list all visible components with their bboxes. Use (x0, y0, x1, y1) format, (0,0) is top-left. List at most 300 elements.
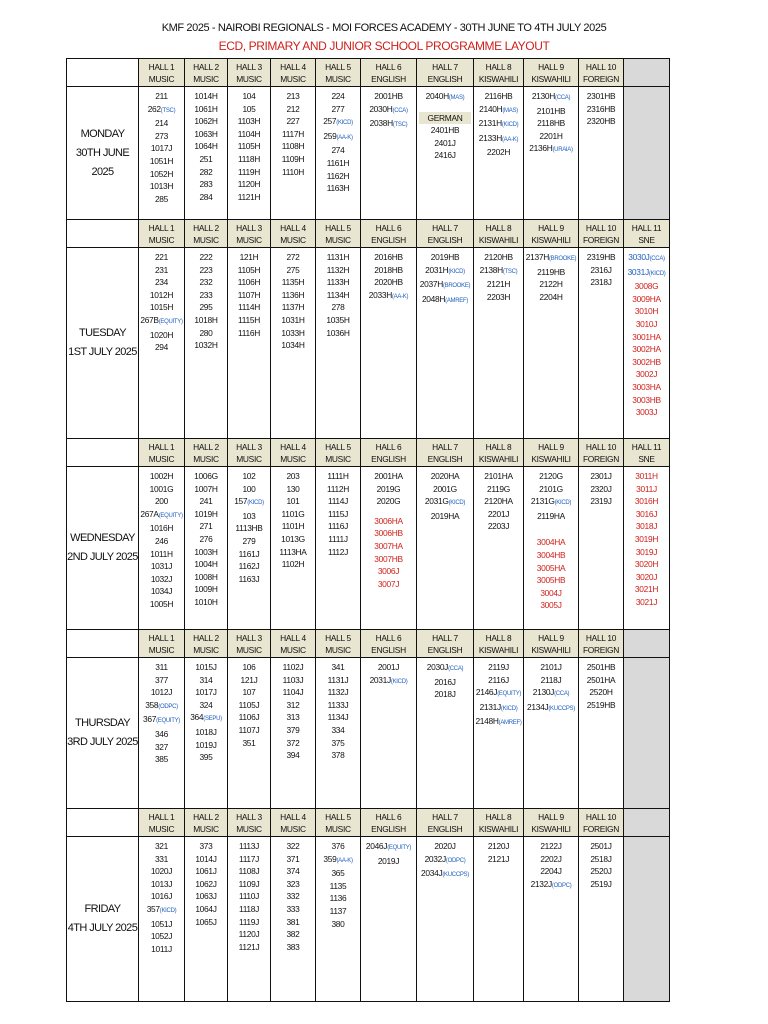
entry-code: 105 (242, 103, 256, 114)
entry-code: 2001G (433, 483, 457, 494)
programme-entry (624, 483, 669, 496)
programme-body (67, 59, 670, 1002)
entry-code: 1064H (194, 141, 218, 152)
entry-list (579, 467, 623, 508)
hall-schedule-cell (185, 837, 228, 1002)
programme-entry (624, 266, 669, 281)
entry-code: 3003J (635, 407, 658, 418)
programme-entry (524, 599, 578, 612)
hall-subject: SNE (638, 234, 655, 245)
programme-entry (624, 596, 669, 609)
entry-code: 1064J (195, 903, 217, 914)
programme-entry (474, 251, 523, 264)
day-label (67, 87, 139, 220)
entry-code: 371 (286, 853, 300, 864)
entry-code: 1132H (326, 264, 350, 275)
spacer (361, 508, 416, 515)
sponsor-tag: (KICD) (336, 120, 353, 127)
entry-code: 2201H (539, 130, 563, 141)
hall-schedule-cell (579, 248, 624, 439)
sponsor-tag: (EQUITY) (158, 512, 183, 519)
entry-code: 1018J (195, 726, 217, 737)
entry-code: 1163J (238, 573, 260, 584)
programme-entry (228, 140, 270, 153)
entry-list (139, 837, 184, 955)
programme-entry (316, 470, 360, 483)
entry-code: 1115J (327, 508, 349, 519)
hall-number: HALL 10 (585, 61, 617, 72)
entry-code: 1135 (329, 880, 347, 891)
entry-code: 1106H (237, 277, 261, 288)
entry-code: 2518J (590, 853, 612, 864)
programme-entry (579, 264, 623, 277)
hall-number: HALL 5 (325, 441, 351, 452)
hall-schedule-cell (417, 248, 474, 439)
hall-subject: KISWAHILI (531, 644, 571, 655)
programme-entry (624, 571, 669, 584)
programme-entry (316, 264, 360, 277)
entry-code: 2116HB (484, 91, 513, 101)
programme-table (66, 58, 670, 1002)
entry-code: 2019G (376, 483, 401, 494)
entry-code: 1103H (237, 116, 261, 127)
programme-entry (228, 301, 270, 314)
hall-header (316, 630, 361, 658)
entry-code: 2020J (434, 841, 456, 851)
hall-number: HALL 10 (585, 811, 617, 822)
entry-code: 2048H (421, 293, 446, 304)
entry-code: 1016H (149, 523, 174, 534)
hall-schedule-cell (228, 467, 271, 630)
sponsor-tag: (URAIA) (552, 147, 573, 154)
programme-entry (228, 686, 270, 699)
programme-entry (417, 688, 473, 701)
entry-code: 2032J (424, 853, 446, 864)
hall-header (524, 439, 579, 467)
entry-code: 273 (154, 130, 169, 141)
programme-entry (417, 124, 473, 137)
programme-entry (417, 495, 473, 510)
entry-list (271, 658, 315, 762)
programme-entry (524, 865, 578, 878)
entry-code: 1135H (281, 277, 305, 288)
hall-schedule-cell (271, 248, 316, 439)
programme-entry (579, 840, 623, 853)
programme-entry (271, 520, 315, 533)
entry-list (139, 248, 184, 354)
hall-number: HALL 2 (193, 441, 219, 452)
hall-schedule-cell (417, 837, 474, 1002)
entry-code: 2501HB (586, 662, 616, 672)
programme-entry (139, 314, 184, 329)
hall-number: HALL 7 (432, 441, 458, 452)
hall-schedule-cell (474, 658, 524, 809)
entry-code: 278 (331, 302, 345, 313)
entry-code: 1120J (238, 929, 260, 940)
entry-code: 3006HA (374, 515, 403, 526)
programme-entry (185, 865, 227, 878)
entry-code: 102 (242, 471, 256, 481)
entry-list (417, 248, 473, 307)
programme-entry (624, 356, 669, 369)
sponsor-tag: (CCA) (392, 107, 408, 114)
hall-schedule-cell (624, 248, 670, 439)
programme-entry (524, 878, 578, 893)
entry-code: 2046J (365, 841, 388, 851)
entry-code: 1002H (149, 471, 174, 481)
entry-code: 2501J (590, 841, 612, 851)
day-label-line: 2ND JULY 2025 (67, 551, 138, 563)
programme-entry (316, 724, 360, 737)
hall-subject: ENGLISH (427, 234, 463, 245)
sponsor-tag: (SEPU) (203, 716, 222, 723)
entry-code: 3007HA (374, 540, 403, 551)
programme-entry (417, 853, 473, 868)
sponsor-tag: (CCA) (555, 95, 571, 101)
programme-entry (579, 661, 623, 674)
programme-entry (228, 327, 270, 340)
hall-number: HALL 8 (485, 222, 512, 233)
entry-list (474, 658, 523, 730)
entry-code: 1005H (149, 598, 174, 609)
entry-list (361, 837, 416, 867)
hall-schedule-cell (139, 467, 185, 630)
programme-entry (361, 553, 416, 566)
hall-subject: KISWAHILI (478, 234, 519, 245)
day-row (67, 248, 670, 439)
entry-list (316, 248, 360, 339)
programme-entry (316, 314, 360, 327)
programme-entry (524, 117, 578, 130)
programme-entry (316, 749, 360, 762)
hall-header (624, 439, 670, 467)
programme-entry (417, 470, 473, 483)
unused-hall-header (624, 809, 670, 837)
entry-list (228, 248, 270, 339)
programme-entry (474, 495, 523, 508)
entry-code: 376 (331, 841, 345, 851)
entry-code: 1034H (281, 340, 305, 351)
hall-number: HALL 8 (485, 61, 512, 72)
programme-entry (228, 661, 270, 674)
entry-code: 1116H (238, 327, 260, 338)
entry-code: 334 (331, 724, 345, 735)
hall-schedule-cell (361, 87, 417, 220)
entry-code: 1020J (150, 866, 173, 877)
entry-code: 2133H (478, 132, 502, 143)
programme-entry (228, 535, 270, 548)
entry-code: 1063J (195, 891, 217, 902)
sponsor-tag: (ODPC) (551, 882, 572, 889)
entry-code: 1008H (194, 571, 218, 582)
entry-code: 341 (331, 662, 345, 672)
programme-entry (271, 724, 315, 737)
entry-code: 3020H (634, 559, 659, 570)
sponsor-tag: (KICD) (448, 268, 465, 275)
entry-code: 346 (154, 728, 169, 739)
entry-code: 1101G (281, 508, 305, 519)
hall-number: HALL 4 (280, 632, 306, 643)
programme-entry (316, 90, 360, 103)
programme-entry (271, 153, 315, 166)
entry-code: 2136H (529, 143, 553, 154)
hall-subject: ENGLISH (371, 823, 406, 834)
entry-code: 3019J (635, 546, 658, 557)
hall-header (417, 809, 474, 837)
entry-code: 372 (286, 737, 300, 748)
entry-code: 1113HA (279, 546, 307, 557)
hall-header (579, 439, 624, 467)
entry-code: 2030H (369, 103, 393, 114)
programme-entry (139, 930, 184, 943)
programme-entry (185, 596, 227, 609)
programme-entry (271, 251, 315, 264)
day-label-line: 2025 (91, 165, 114, 178)
sponsor-tag: (KICD) (159, 907, 177, 914)
programme-entry (524, 562, 578, 575)
entry-code: 2019HA (430, 510, 460, 521)
hall-number: HALL 9 (538, 632, 564, 643)
programme-entry (185, 726, 227, 739)
hall-number: HALL 6 (375, 222, 402, 233)
entry-code: 2119HB (537, 266, 565, 277)
entry-code: 2519HB (586, 699, 616, 710)
sponsor-tag: (MAS) (502, 107, 518, 114)
entry-code: 358 (145, 699, 159, 710)
entry-list (228, 87, 270, 203)
hall-subject: ENGLISH (371, 644, 406, 655)
programme-entry (579, 699, 623, 712)
entry-code: 1062J (195, 878, 217, 889)
hall-header (361, 220, 417, 248)
programme-entry (271, 699, 315, 712)
programme-entry (271, 339, 315, 352)
hall-header (139, 59, 185, 87)
hall-header-row (67, 809, 670, 837)
entry-list (228, 658, 270, 749)
entry-code: 231 (154, 264, 169, 275)
programme-entry (624, 470, 669, 483)
programme-entry (228, 928, 270, 941)
entry-code: 327 (154, 741, 169, 752)
unused-hall-header (624, 59, 670, 87)
programme-entry (271, 314, 315, 327)
programme-entry (361, 578, 416, 591)
sponsor-tag: (BROOKE) (548, 256, 577, 262)
programme-entry (228, 560, 270, 573)
day-row (67, 467, 670, 630)
programme-entry (271, 928, 315, 941)
entry-code: 223 (199, 264, 213, 275)
entry-code: 1102H (281, 559, 305, 570)
hall-header (361, 439, 417, 467)
day-row (67, 87, 670, 220)
hall-schedule-cell (524, 467, 579, 630)
entry-code: 3021J (635, 596, 658, 607)
entry-code: 1118H (238, 153, 260, 164)
programme-entry (524, 587, 578, 600)
programme-entry (316, 905, 360, 918)
entry-code: 2033H (368, 289, 392, 300)
programme-entry (474, 90, 523, 103)
entry-code: 1031H (281, 314, 305, 325)
entry-code: 1116J (327, 521, 349, 532)
entry-code: 2116J (488, 674, 509, 685)
hall-header (139, 630, 185, 658)
programme-entry (271, 276, 315, 289)
entry-code: 2148H (475, 716, 499, 727)
programme-entry (139, 865, 184, 878)
entry-code: 277 (331, 103, 345, 114)
programme-entry (524, 278, 578, 291)
day-label-line: THURSDAY (75, 717, 130, 729)
programme-entry (185, 495, 227, 508)
hall-schedule-cell (185, 658, 228, 809)
hall-schedule-cell (361, 248, 417, 439)
entry-code: 272 (286, 252, 300, 262)
programme-entry (271, 327, 315, 340)
programme-entry (624, 343, 669, 356)
entry-code: 2119G (486, 483, 511, 494)
hall-number: HALL 3 (236, 222, 262, 233)
entry-code: 262 (147, 103, 161, 114)
programme-entry (228, 865, 270, 878)
entry-code: 279 (242, 535, 256, 546)
entry-code: 3021H (634, 584, 659, 595)
programme-entry (361, 661, 416, 674)
programme-entry (185, 166, 227, 179)
entry-code: 1117H (282, 128, 304, 139)
hall-header (139, 809, 185, 837)
programme-entry (316, 327, 360, 340)
programme-entry (474, 686, 523, 701)
hall-schedule-cell (474, 87, 524, 220)
programme-entry (316, 892, 360, 905)
programme-entry (228, 178, 270, 191)
programme-entry (271, 264, 315, 277)
programme-entry (228, 699, 270, 712)
entry-code: 324 (199, 699, 213, 710)
programme-entry (271, 711, 315, 724)
hall-subject: FOREIGN (582, 453, 620, 464)
hall-number: HALL 4 (280, 222, 306, 233)
entry-list (524, 467, 578, 612)
header-corner (67, 439, 139, 467)
hall-header (474, 630, 524, 658)
entry-code: 2319HB (586, 252, 616, 262)
programme-entry (139, 713, 184, 728)
programme-entry (361, 117, 416, 132)
programme-entry (474, 840, 523, 853)
hall-schedule-cell (271, 837, 316, 1002)
entry-code: 1019J (195, 739, 217, 750)
entry-code: 1001G (149, 483, 174, 494)
programme-entry (624, 331, 669, 344)
entry-code: 2137H (525, 252, 549, 262)
entry-code: 285 (154, 193, 169, 204)
entry-list (316, 837, 360, 930)
programme-entry (271, 103, 315, 116)
hall-number: HALL 1 (148, 632, 175, 643)
programme-entry (316, 880, 360, 893)
programme-entry (474, 520, 523, 533)
hall-header (474, 220, 524, 248)
hall-header (524, 809, 579, 837)
hall-subject: FOREIGN (582, 644, 620, 655)
hall-number: HALL 6 (375, 61, 402, 72)
hall-subject: ENGLISH (371, 453, 406, 464)
hall-header (228, 809, 271, 837)
programme-entry (271, 674, 315, 687)
hall-number: HALL 6 (375, 632, 402, 643)
entry-code: 1118J (238, 903, 260, 914)
programme-entry (185, 483, 227, 496)
hall-header (361, 59, 417, 87)
programme-entry (228, 251, 270, 264)
entry-code: 313 (286, 712, 300, 723)
programme-entry (185, 301, 227, 314)
entry-code: 221 (154, 252, 169, 262)
hall-header (474, 809, 524, 837)
entry-list (139, 87, 184, 205)
entry-code: 1102J (282, 662, 304, 672)
entry-code: 2120J (487, 841, 510, 851)
entry-code: 1117J (238, 853, 260, 864)
entry-code: 2034J (421, 868, 443, 879)
hall-schedule-cell (361, 658, 417, 809)
programme-entry (316, 115, 360, 130)
programme-entry (524, 701, 578, 716)
hall-number: HALL 2 (193, 61, 219, 72)
hall-header (185, 220, 228, 248)
programme-entry (228, 674, 270, 687)
programme-entry (228, 941, 270, 954)
programme-entry (271, 289, 315, 302)
entry-code: 357 (146, 903, 160, 914)
hall-subject: FOREIGN (582, 234, 620, 245)
entry-code: 2016J (434, 676, 456, 687)
hall-number: HALL 9 (538, 61, 564, 72)
hall-header (316, 59, 361, 87)
entry-list (474, 87, 523, 159)
hall-number: HALL 4 (280, 811, 306, 822)
entry-code: 257 (323, 116, 337, 127)
hall-header (228, 59, 271, 87)
entry-code: 3008G (634, 281, 659, 292)
hall-number: HALL 7 (432, 632, 458, 643)
programme-entry (228, 103, 270, 116)
entry-code: 212 (286, 103, 300, 114)
entry-code: 2201J (487, 508, 510, 519)
entry-code: 1119J (238, 916, 260, 927)
hall-schedule-cell (316, 87, 361, 220)
entry-code: 295 (199, 302, 213, 313)
entry-code: 1019H (194, 508, 218, 519)
hall-number: HALL 6 (375, 441, 402, 452)
hall-header (271, 630, 316, 658)
programme-entry (361, 289, 416, 304)
entry-code: 121J (240, 674, 258, 685)
programme-entry (316, 251, 360, 264)
sponsor-tag: (KICD) (247, 500, 264, 507)
programme-entry (139, 103, 184, 118)
programme-entry (316, 495, 360, 508)
entry-code: 2121H (486, 279, 511, 290)
entry-code: 1017J (195, 687, 217, 698)
entry-code: 1105H (237, 264, 261, 275)
programme-entry (139, 918, 184, 931)
entry-code: 1114H (238, 302, 260, 313)
